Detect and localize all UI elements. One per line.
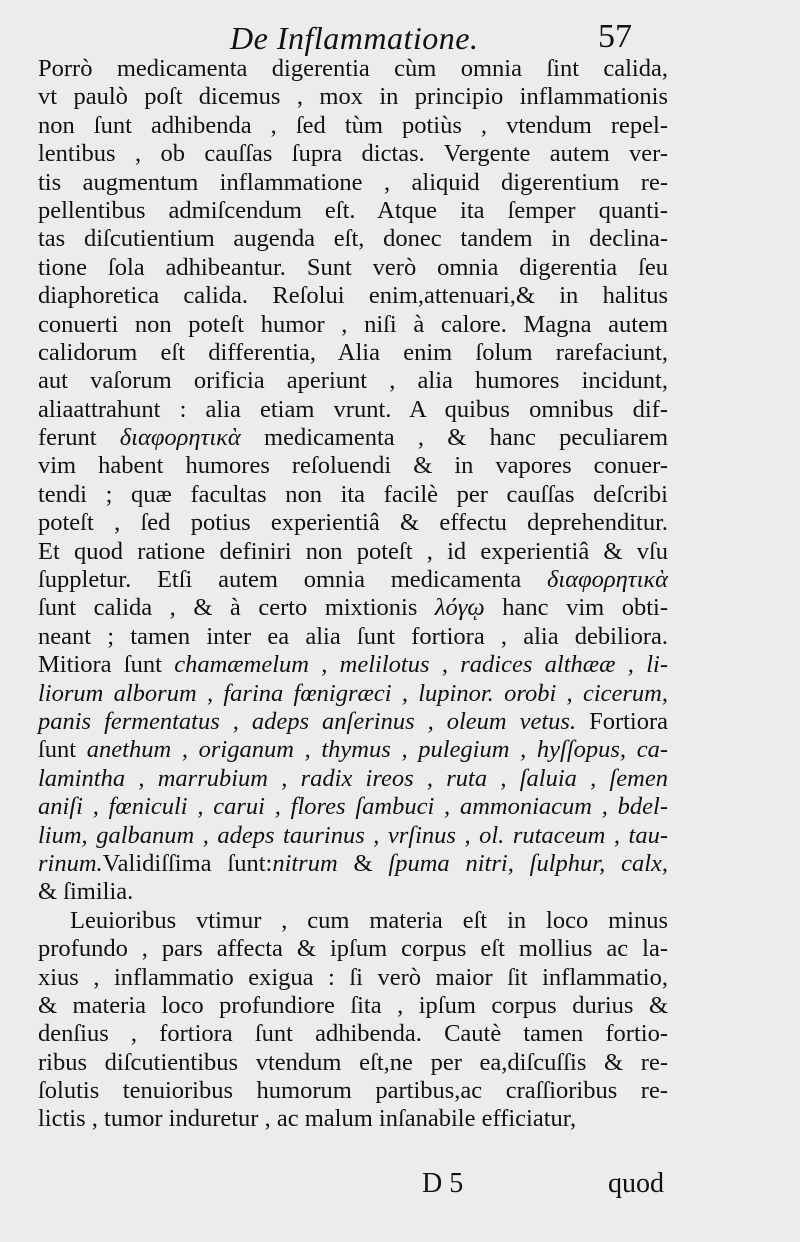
text-line <box>38 481 668 509</box>
text-line <box>38 850 668 878</box>
text-run: poteſt , ſed potius experientiâ & effectu deprehenditur. <box>38 509 668 537</box>
text-line <box>38 765 668 793</box>
text-run: calidorum eſt differentia, Alia enim ſolum rarefaciunt, <box>38 338 668 366</box>
text-line <box>38 83 668 111</box>
italic-text: διαφορητικὰ <box>119 424 241 452</box>
text-line <box>38 651 668 679</box>
text-run: Et quod ratione definiri non poteſt , id experientiâ & vſu <box>38 537 668 565</box>
text-line <box>38 311 668 339</box>
text-line <box>38 1049 668 1077</box>
text-line <box>38 282 668 310</box>
text-line <box>38 169 668 197</box>
italic-text: anethum , origanum , thymus , pulegium , hyſſopus, ca- <box>86 736 668 764</box>
catchword: quod <box>608 1168 664 1199</box>
text-run: Validiſſima ſunt: <box>102 849 273 877</box>
page-number: 57 <box>598 18 632 55</box>
text-run: denſius , fortiora ſunt adhibenda. Cautè tamen fortio- <box>38 1020 668 1048</box>
text-line <box>38 736 668 764</box>
signature-mark: D 5 <box>422 1168 464 1199</box>
text-line <box>38 594 668 622</box>
text-line <box>38 1105 668 1133</box>
text-line <box>38 140 668 168</box>
text-run: lictis , tumor induretur , ac malum inſanabile efficiatur, <box>38 1105 577 1133</box>
text-run: diaphoretica calida. Reſolui enim,attenuari,& in halitus <box>38 282 668 310</box>
italic-text: nitrum <box>272 849 338 877</box>
running-title: De Inflammatione. <box>230 20 479 56</box>
text-run: & materia loco profundiore ſita , ipſum corpus durius & <box>38 991 668 1019</box>
text-run: ſunt calida , & à certo mixtionis <box>38 594 435 622</box>
text-run: tendi ; quæ facultas non ita facilè per cauſſas deſcribi <box>38 480 668 508</box>
italic-text: chamæmelum , melilotus , radices althææ , li- <box>174 651 668 679</box>
text-run: aut vaſorum orificia aperiunt , alia humores incidunt, <box>38 367 668 395</box>
text-run: Fortiora <box>576 707 669 735</box>
text-line <box>38 708 668 736</box>
italic-text: rinum. <box>38 849 103 877</box>
italic-text: lamintha , marrubium , radix ireos , ruta , ſaluia , ſemen <box>38 764 668 792</box>
text-line <box>38 1020 668 1048</box>
text-line <box>38 225 668 253</box>
text-line <box>38 935 668 963</box>
body-text <box>38 55 668 1134</box>
text-line <box>38 339 668 367</box>
text-run: non ſunt adhibenda , ſed tùm potiùs , vtendum repel- <box>38 111 668 139</box>
text-line <box>38 367 668 395</box>
text-line <box>38 509 668 537</box>
text-run: aliaattrahunt : alia etiam vrunt. A quibus omnibus dif- <box>38 395 668 423</box>
text-run: tione ſola adhibeantur. Sunt verò omnia digerentia ſeu <box>38 253 668 281</box>
text-run: lentibus , ob cauſſas ſupra dictas. Vergente autem ver- <box>38 140 668 168</box>
text-line <box>38 907 668 935</box>
text-run: vim habent humores reſoluendi & in vapores conuer- <box>38 452 668 480</box>
text-line <box>38 623 668 651</box>
text-run: profundo , pars affecta & ipſum corpus eſt mollius ac la- <box>38 935 668 963</box>
text-line <box>38 680 668 708</box>
text-line <box>38 452 668 480</box>
text-line <box>38 878 668 906</box>
italic-text: liorum alborum , farina fœnigræci , lupinor. orobi , cicerum, <box>38 679 668 707</box>
text-line <box>38 964 668 992</box>
text-run: ribus diſcutientibus vtendum eſt,ne per ea,diſcuſſis & re- <box>38 1048 668 1076</box>
text-run: Leuioribus vtimur , cum materia eſt in loco minus <box>70 906 668 934</box>
text-run: ferunt <box>38 424 120 452</box>
text-run: ſolutis tenuioribus humorum partibus,ac craſſioribus re- <box>38 1077 668 1105</box>
text-run: Porrò medicamenta digerentia cùm omnia ſint calida, <box>38 55 668 82</box>
italic-text: panis fermentatus , adeps anſerinus , oleum vetus. <box>38 707 577 735</box>
text-run: ſuppletur. Etſi autem omnia medicamenta <box>38 566 548 594</box>
text-run: neant ; tamen inter ea alia ſunt fortiora , alia debiliora. <box>38 622 668 650</box>
paragraph-2 <box>38 907 668 1134</box>
text-line <box>38 538 668 566</box>
text-line <box>38 822 668 850</box>
text-line <box>38 566 668 594</box>
text-line <box>38 793 668 821</box>
text-run: pellentibus admiſcendum eſt. Atque ita ſemper quanti- <box>38 196 668 224</box>
text-line <box>38 112 668 140</box>
italic-text: aniſi , fœniculi , carui , flores ſambuci , ammoniacum , bdel- <box>38 793 668 821</box>
text-line <box>38 55 668 83</box>
text-line <box>38 197 668 225</box>
text-run: & <box>337 849 389 877</box>
text-line <box>38 1077 668 1105</box>
italic-text: lium, galbanum , adeps taurinus , vrſinus , ol. rutaceum , tau- <box>38 821 668 849</box>
text-run: tis augmentum inflammatione , aliquid digerentium re- <box>38 168 668 196</box>
text-run: conuerti non poteſt humor , niſi à calore. Magna autem <box>38 310 668 338</box>
text-line <box>38 254 668 282</box>
page-footer <box>0 1168 800 1208</box>
text-line <box>38 424 668 452</box>
italic-text: λόγῳ <box>434 594 485 622</box>
text-run: & ſimilia. <box>38 878 134 906</box>
italic-text: διαφορητικὰ <box>547 566 668 594</box>
paragraph-1 <box>38 55 668 907</box>
text-run: hanc vim obti- <box>484 594 668 622</box>
text-run: xius , inflammatio exigua : ſi verò maior ſit inflammatio, <box>38 963 668 991</box>
text-run: tas diſcutientium augenda eſt, donec tandem in declina- <box>38 225 668 253</box>
text-run: ſunt <box>38 736 87 764</box>
text-run: vt paulò poſt dicemus , mox in principio inflammationis <box>38 83 668 111</box>
running-header <box>0 18 800 58</box>
text-line <box>38 992 668 1020</box>
text-run: medicamenta , & hanc peculiarem <box>240 424 668 452</box>
text-run: Mitiora ſunt <box>38 651 175 679</box>
text-line <box>38 396 668 424</box>
italic-text: ſpuma nitri, ſulphur, calx, <box>388 849 668 877</box>
